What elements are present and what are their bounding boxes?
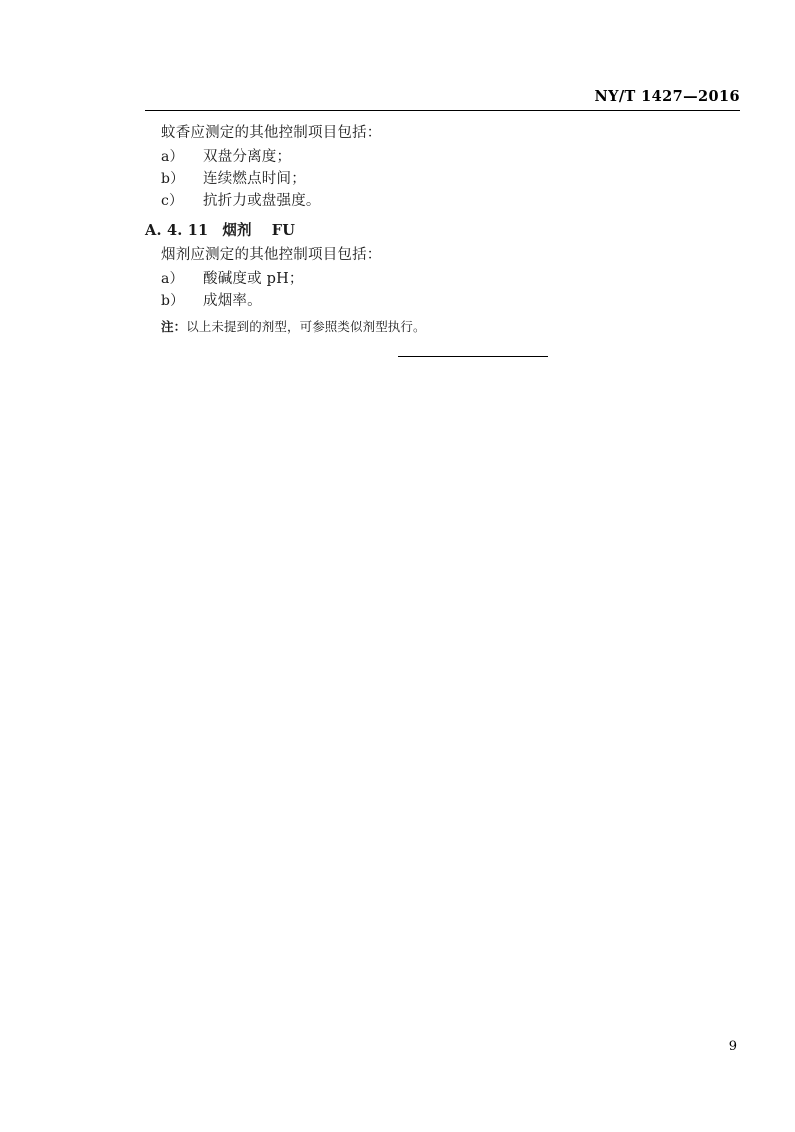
page-header <box>145 88 740 114</box>
end-of-document-rule-wrap <box>145 342 745 361</box>
header-divider <box>145 110 740 111</box>
list-text: 抗折力或盘强度。 <box>203 193 321 209</box>
list-text: 连续燃点时间； <box>203 171 306 187</box>
list-item <box>145 290 745 312</box>
clause-heading <box>145 220 745 242</box>
list-marker: b） <box>161 171 185 187</box>
list-item <box>145 168 745 190</box>
list-marker: b） <box>161 293 185 309</box>
document-body <box>145 122 745 337</box>
list-text: 双盘分离度； <box>203 149 292 165</box>
standard-code: NY/T 1427—2016 <box>594 88 740 105</box>
page-number: 9 <box>728 1039 737 1054</box>
list-text: 酸碱度或 pH； <box>203 271 304 287</box>
note <box>145 317 745 337</box>
list-item <box>145 268 745 290</box>
intro-paragraph: 蚊香应测定的其他控制项目包括： <box>161 125 382 141</box>
clause-paragraph: 烟剂应测定的其他控制项目包括： <box>161 247 382 263</box>
note-text: 以上未提到的剂型，可参照类似剂型执行。 <box>186 319 426 334</box>
list-text: 成烟率。 <box>203 293 262 309</box>
clause-code: FU <box>271 222 296 239</box>
note-label: 注： <box>161 319 187 334</box>
list-item <box>145 146 745 168</box>
list-marker: a） <box>161 149 184 165</box>
clause-title: 烟剂 <box>222 222 252 239</box>
list-item <box>145 190 745 212</box>
list-marker: a） <box>161 271 184 287</box>
clause-number: A. 4. 11 <box>145 222 209 239</box>
end-of-document-rule <box>398 355 548 357</box>
list-marker: c） <box>161 193 184 209</box>
